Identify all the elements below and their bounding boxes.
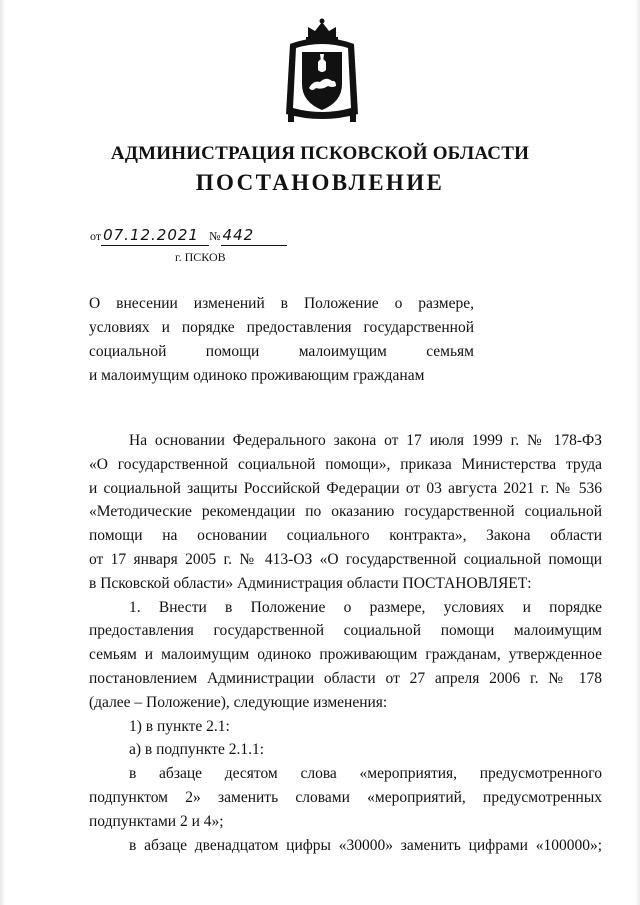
handwritten-number: 442	[221, 226, 287, 246]
body-line: и социальной защиты Российской Федерации от 03 августа 2021 г. № 536	[89, 479, 602, 497]
body-line: «Методические рекомендации по оказанию государственной социальной	[89, 503, 602, 521]
scan-edge-left	[0, 0, 6, 905]
body-line: «О государственной социальной помощи», приказа Министерства труда	[89, 455, 602, 473]
body-line: предоставления государственной социальной помощи малоимущим	[89, 622, 602, 640]
subject-line: О внесении изменений в Положение о размере,	[89, 295, 474, 312]
subject-line: социальной помощи малоимущим семьям	[89, 343, 474, 360]
body-line: в абзаце десятом слова «мероприятия, предусмотренного	[129, 765, 602, 783]
body-line: в Псковской области» Администрация области ПОСТАНОВЛЯЕТ:	[89, 574, 532, 592]
body-line: от 17 января 2005 г. № 413-ОЗ «О государственной социальной помощи	[89, 550, 602, 568]
pskov-coat-of-arms-icon	[282, 18, 362, 128]
body-line: постановлением Администрации области от 27 апреля 2006 г. № 178	[89, 669, 602, 687]
date-prefix: от	[90, 229, 102, 243]
body-line: (далее – Положение), следующие изменения:	[89, 693, 388, 711]
body-line: На основании Федерального закона от 17 июля 1999 г. № 178-ФЗ	[129, 432, 602, 449]
handwritten-date: 07.12.2021	[101, 226, 209, 246]
body-text	[89, 429, 602, 857]
body-line: 1. Внести в Положение о размере, условиях и порядке	[129, 598, 602, 616]
scan-edge-right	[635, 0, 640, 905]
body-line: помощи на основании социального контракта», Закона области	[89, 527, 602, 545]
subject-line: условиях и порядке предоставления государственной	[89, 319, 474, 336]
subject-line: и малоимущим одиноко проживающим гражданам	[89, 367, 425, 384]
body-line: в абзаце двенадцатом цифры «30000» заменить цифрами «100000»;	[129, 836, 602, 854]
body-line: семьям и малоимущим одиноко проживающим гражданам, утвержденное	[89, 646, 602, 664]
registration-line	[90, 226, 287, 246]
document-type-title: ПОСТАНОВЛЕНИЕ	[195, 170, 445, 195]
subject-block	[89, 292, 474, 388]
organization-title: АДМИНИСТРАЦИЯ ПСКОВСКОЙ ОБЛАСТИ	[110, 143, 530, 164]
number-prefix: №	[209, 229, 221, 243]
body-line: 1) в пункте 2.1:	[129, 717, 230, 735]
city-label: г. ПСКОВ	[175, 250, 226, 264]
body-line: подпунктами 2 и 4»;	[89, 812, 224, 830]
body-line: подпунктом 2» заменить словами «мероприятий, предусмотренных	[89, 788, 602, 806]
body-line: а) в подпункте 2.1.1:	[129, 741, 265, 759]
